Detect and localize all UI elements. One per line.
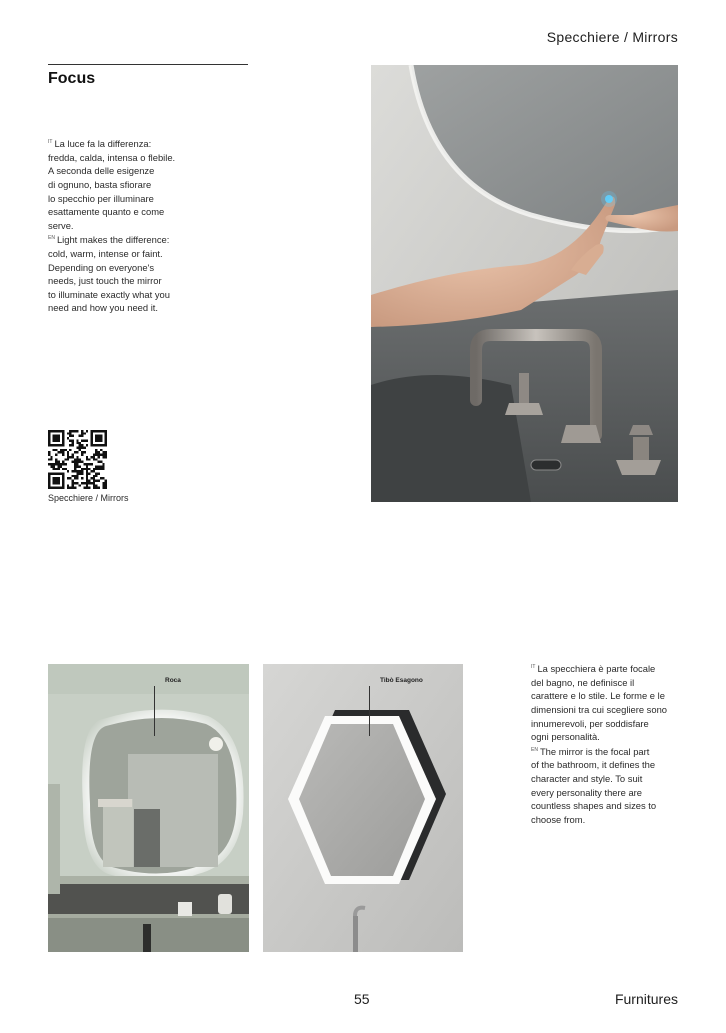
focus-en-line: need and how you need it. [48, 302, 158, 314]
mirror-it-line: carattere e lo stile. Le forme e le [531, 690, 665, 702]
mirror-en-line: countless shapes and sizes to [531, 800, 657, 812]
hand-touching-mirror-photo [371, 65, 678, 502]
focus-it-language-marker: IT [48, 139, 53, 145]
mirror-en-line: $^{EN}$ The mirror is the focal part [531, 745, 650, 757]
tibo-label-line [369, 686, 370, 736]
header-section-title: Specchiere / Mirrors [546, 29, 678, 45]
mirror-it-line: ogni personalità. [531, 731, 600, 743]
mirror-en-line: choose from. [531, 813, 586, 825]
focus-en-line: cold, warm, intense or faint. [48, 248, 163, 259]
focus-it-line: A seconda delle esigenze [48, 165, 155, 177]
mirror-italian-text [531, 661, 691, 744]
qr-caption: Specchiere / Mirrors [48, 493, 129, 503]
mirror-it-line: dimensioni tra cui scegliere sono [531, 703, 668, 715]
focus-it-line: $^{IT}$ La luce fa la differenza: [48, 138, 152, 150]
focus-en-line: needs, just touch the mirror [48, 275, 162, 287]
focus-it-line: esattamente quanto e come [48, 206, 165, 218]
mirror-it-language-marker: IT [531, 664, 536, 670]
mirror-it-line: innumerevoli, per soddisfare [531, 717, 649, 729]
focus-divider [48, 64, 248, 65]
mirror-en-line: character and style. To suit [531, 773, 643, 784]
tibo-label: Tibò Esagono [380, 677, 423, 684]
focus-en-language-marker: EN [48, 235, 55, 242]
focus-it-line: lo specchio per illuminare [48, 192, 154, 204]
mirror-english-text [531, 744, 691, 827]
focus-en-line: $^{EN}$ Light makes the difference: [48, 234, 170, 246]
roca-label: Roca [165, 677, 181, 684]
focus-title: Focus [48, 70, 96, 87]
mirror-it-line: $^{IT}$ La specchiera è parte focale [531, 663, 656, 675]
footer-section-title: Furnitures [614, 991, 678, 1007]
focus-description [48, 136, 198, 315]
focus-english-text [48, 232, 198, 315]
roca-mirror-photo [48, 664, 249, 952]
mirror-it-line: del bagno, ne definisce il [531, 676, 635, 688]
mirror-en-line: every personality there are [531, 786, 642, 798]
page-number: 55 [354, 991, 370, 1007]
mirror-description [531, 661, 691, 826]
focus-it-line: di ognuno, basta sfiorare [48, 178, 152, 190]
qr-code[interactable] [48, 430, 107, 489]
focus-it-line: serve. [48, 219, 74, 231]
mirror-en-language-marker: EN [531, 746, 538, 753]
mirror-en-line: of the bathroom, it defines the [531, 759, 656, 771]
focus-italian-text [48, 136, 198, 232]
roca-label-line [154, 686, 155, 736]
focus-it-line: fredda, calda, intensa o flebile. [48, 151, 176, 163]
tibo-esagono-mirror-photo [263, 664, 463, 952]
focus-en-line: Depending on everyone's [48, 261, 155, 273]
focus-en-line: to illuminate exactly what you [48, 288, 170, 300]
